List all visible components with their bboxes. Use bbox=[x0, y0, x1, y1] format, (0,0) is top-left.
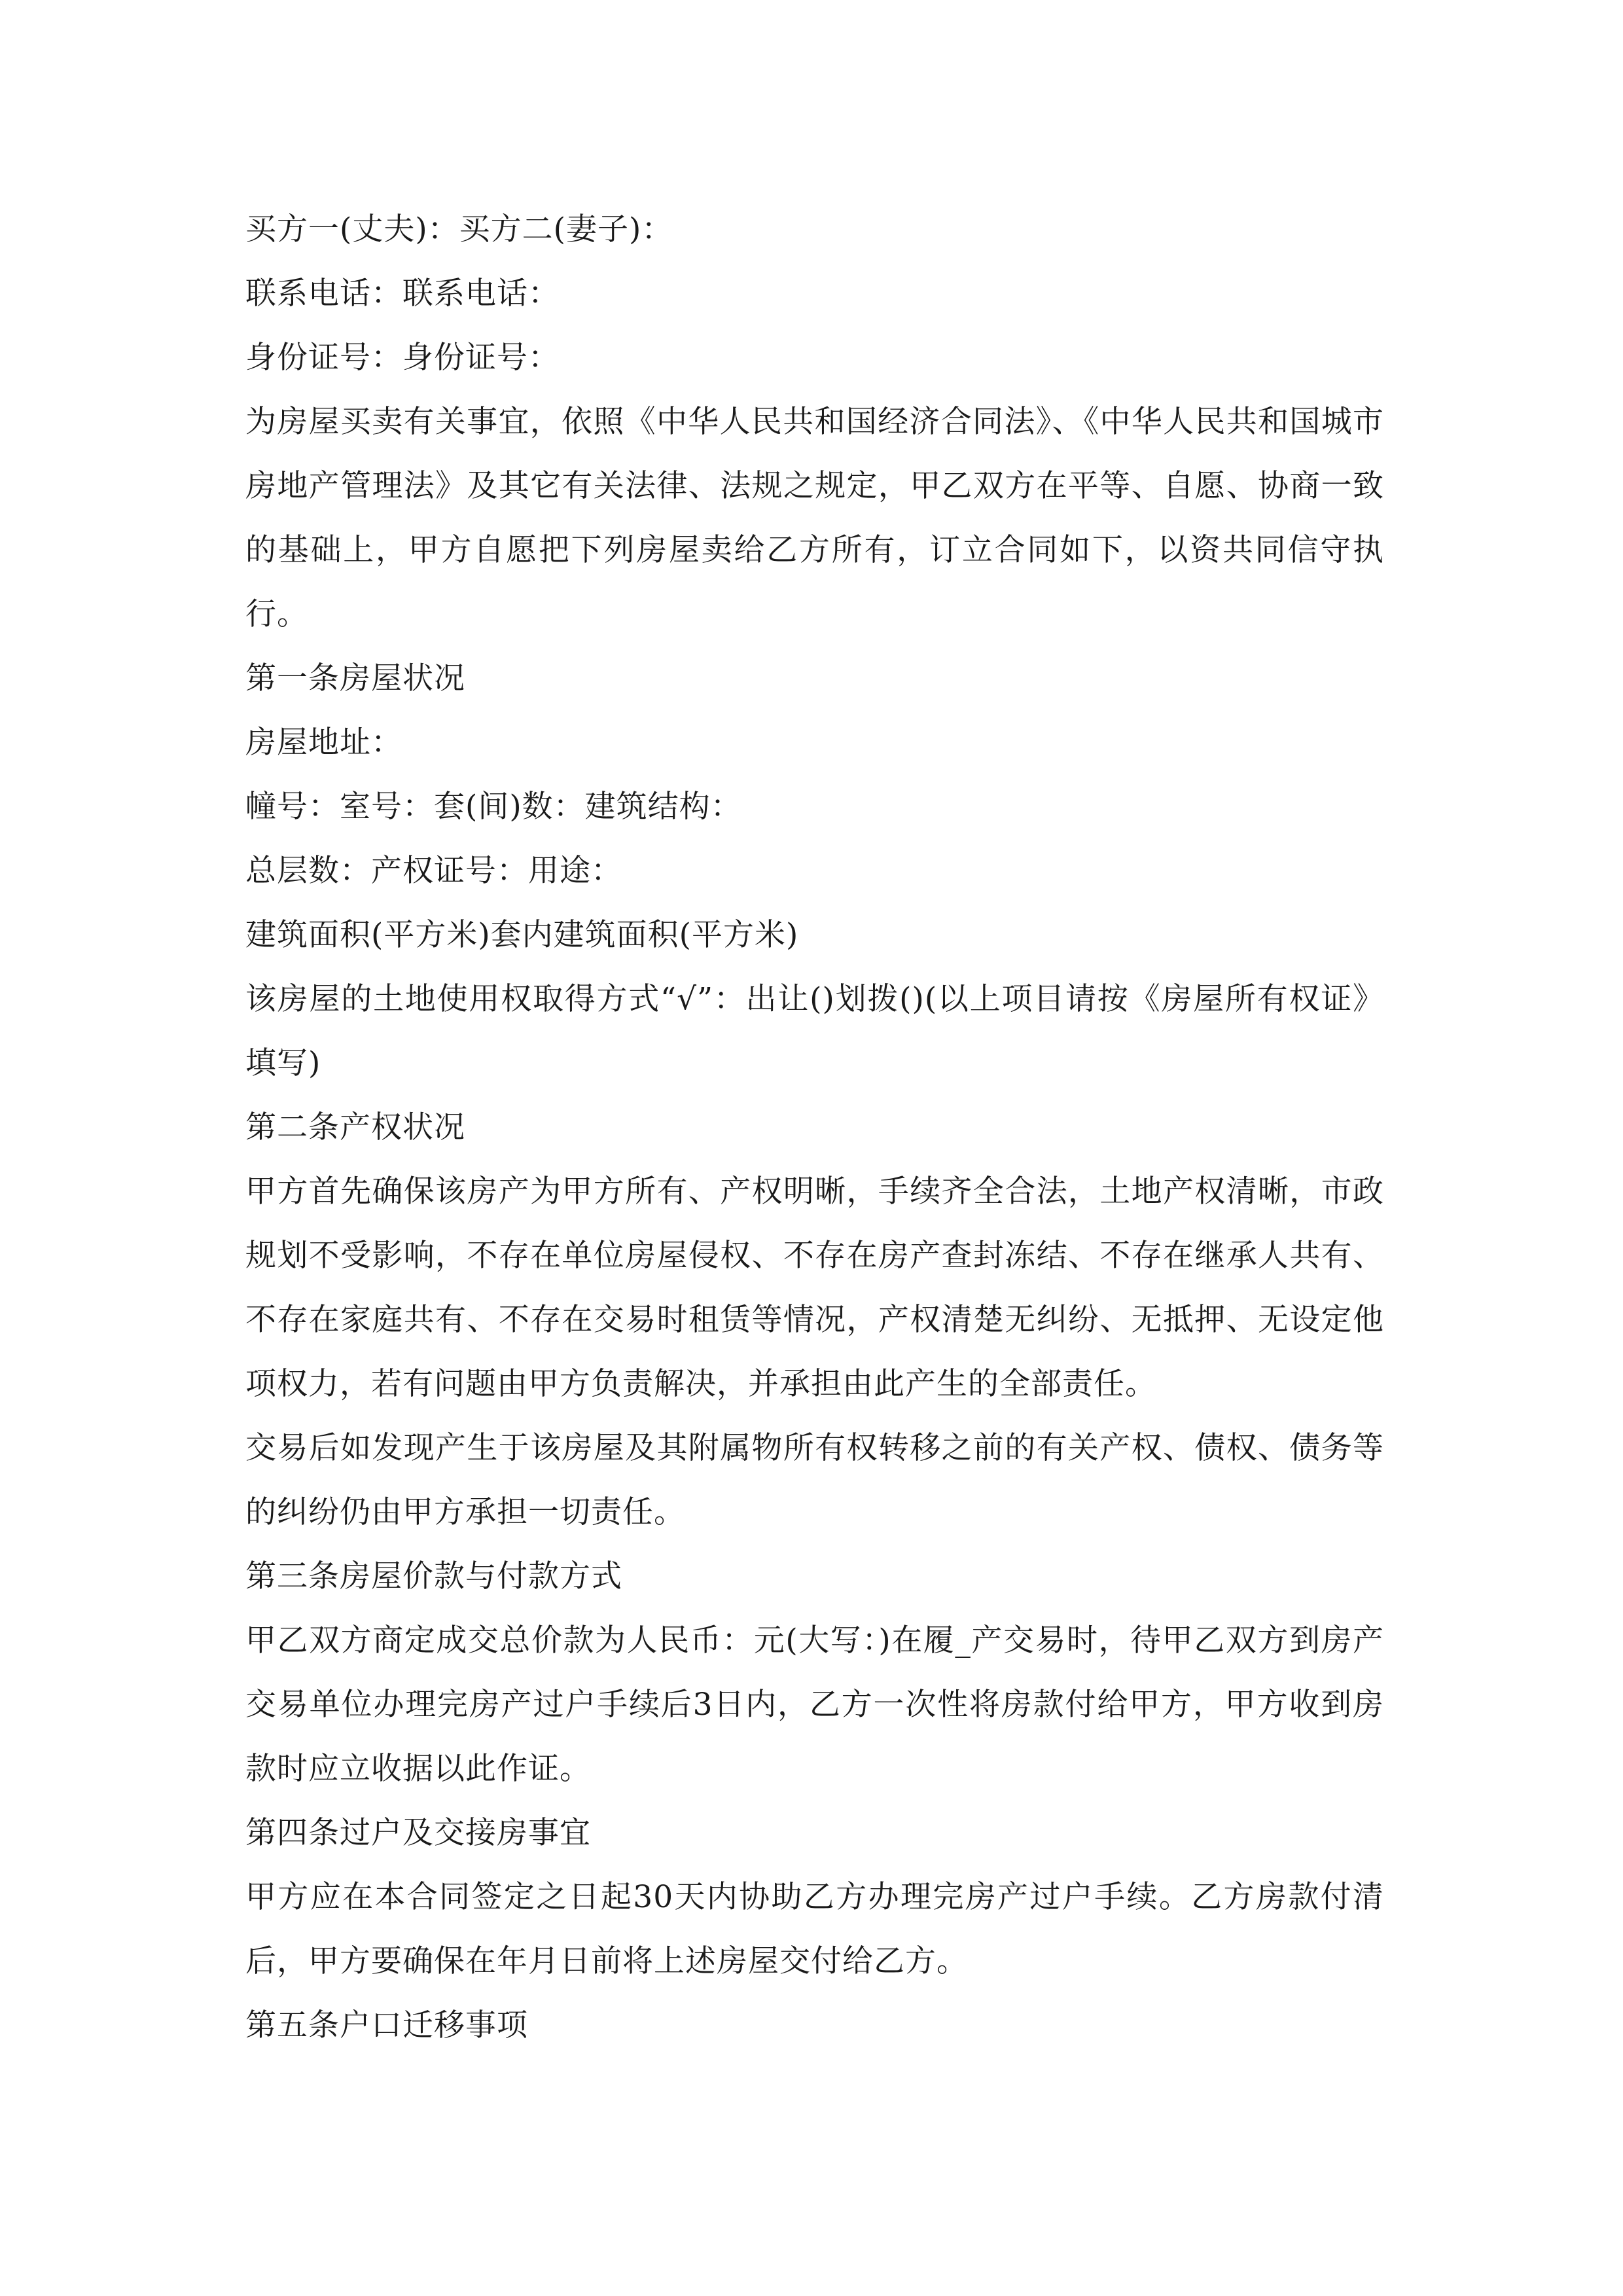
post-transaction-paragraph: 交易后如发现产生于该房屋及其附属物所有权转移之前的有关产权、债权、债务等的纠纷仍由甲方承担一切责任。 bbox=[245, 1430, 1384, 1530]
area-info-line: 建筑面积(平方米)套内建筑面积(平方米) bbox=[245, 917, 799, 953]
article-2-heading: 第二条产权状况 bbox=[245, 1109, 465, 1145]
article-5-heading: 第五条户口迁移事项 bbox=[245, 2007, 528, 2043]
buyer-names-line: 买方一(丈夫)：买方二(妻子)： bbox=[245, 211, 673, 247]
transfer-paragraph: 甲方应在本合同签定之日起30天内协助乙方办理完房产过户手续。乙方房款付清后，甲方要确保在年月日前将上述房屋交付给乙方。 bbox=[245, 1879, 1384, 1979]
payment-paragraph: 甲乙双方商定成交总价款为人民币：元(大写：)在履_产交易时，待甲乙双方到房产交易单位办理完房产过户手续后3日内，乙方一次性将房款付给甲方，甲方收到房款时应立收据以此作证。 bbox=[245, 1623, 1384, 1787]
house-address-line: 房屋地址： bbox=[245, 725, 402, 761]
article-1-heading: 第一条房屋状况 bbox=[245, 660, 465, 696]
contact-phone-line: 联系电话：联系电话： bbox=[245, 276, 560, 312]
building-info-line: 幢号：室号：套(间)数：建筑结构： bbox=[245, 789, 742, 825]
floors-info-line: 总层数：产权证号：用途： bbox=[245, 853, 622, 889]
article-3-heading: 第三条房屋价款与付款方式 bbox=[245, 1558, 622, 1594]
land-use-paragraph: 该房屋的土地使用权取得方式“√”：出让()划拨()(以上项目请按《房屋所有权证》填写) bbox=[245, 981, 1384, 1081]
article-4-heading: 第四条过户及交接房事宜 bbox=[245, 1815, 591, 1851]
document-body bbox=[245, 198, 1384, 2058]
id-number-line: 身份证号：身份证号： bbox=[245, 340, 560, 376]
property-rights-paragraph: 甲方首先确保该房产为甲方所有、产权明晰，手续齐全合法，土地产权清晰，市政规划不受影响，不存在单位房屋侵权、不存在房产查封冻结、不存在继承人共有、不存在家庭共有、不存在交易时租赁等情况，产权清楚无纠纷、无抵押、无设定他项权力，若有问题由甲方负责解决，并承担由此产生的全部责任。 bbox=[245, 1174, 1384, 1402]
preamble-paragraph: 为房屋买卖有关事宜，依照《中华人民共和国经济合同法》、《中华人民共和国城市房地产管理法》及其它有关法律、法规之规定，甲乙双方在平等、自愿、协商一致的基础上，甲方自愿把下列房屋卖给乙方所有，订立合同如下，以资共同信守执行。 bbox=[245, 404, 1384, 632]
